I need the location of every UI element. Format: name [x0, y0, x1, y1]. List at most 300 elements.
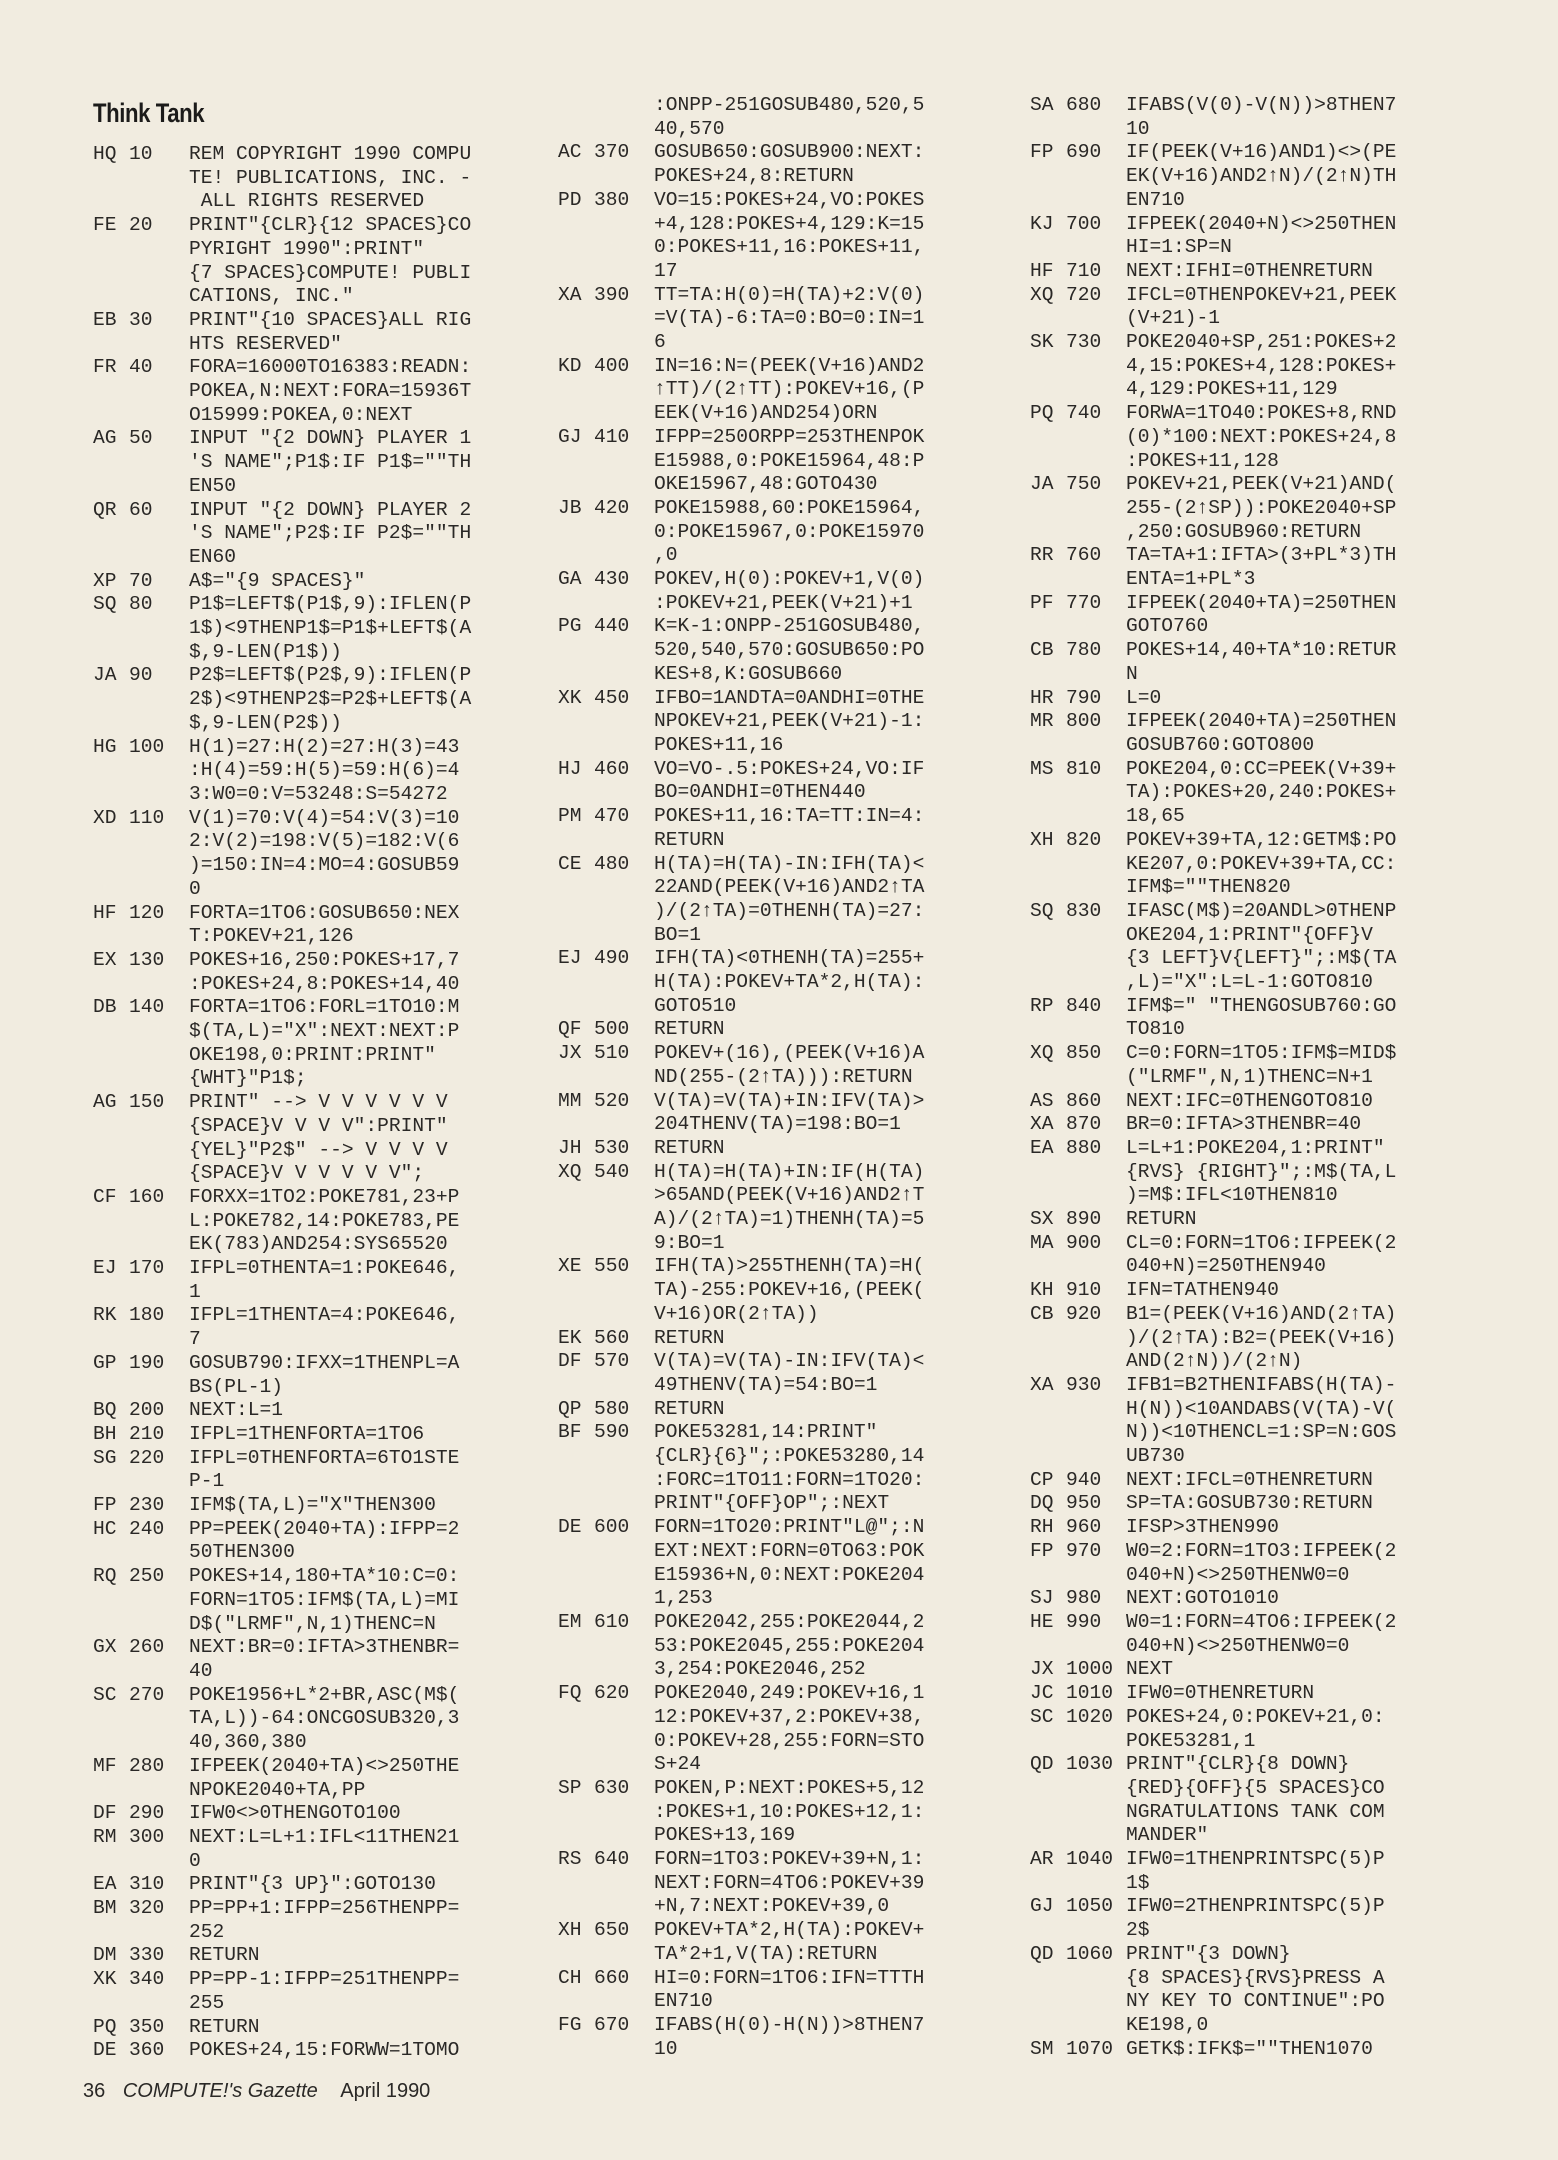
checksum-code: JX [558, 1042, 582, 1065]
code-continuation: S+24 [654, 1753, 702, 1776]
checksum-code: PQ [1030, 402, 1054, 425]
code-continuation: 'S NAME";P1$:IF P1$=""TH [189, 451, 472, 474]
code-text: PRINT"{CLR}{12 SPACES}CO [189, 214, 472, 237]
code-continuation: ALL RIGHTS RESERVED [189, 190, 425, 213]
code-continuation: ,L)="X":L=L-1:GOTO810 [1126, 971, 1373, 994]
program-line [93, 1826, 471, 1873]
line-number: 30 [129, 308, 153, 331]
code-continuation: )/(2↑TA):B2=(PEEK(V+16) [1126, 1326, 1397, 1349]
checksum-code: HF [1030, 259, 1054, 282]
code-text: NEXT:IFHI=0THENRETURN [1126, 259, 1373, 282]
program-line [558, 687, 924, 758]
code-continuation: {RVS} {RIGHT}";:M$(TA,L [1126, 1160, 1397, 1183]
line-number: 870 [1066, 1113, 1102, 1136]
line-number: 730 [1066, 331, 1102, 354]
line-number: 900 [1066, 1231, 1102, 1254]
code-continuation: {8 SPACES}{RVS}PRESS A [1126, 1966, 1385, 1989]
code-continuation: POKES+13,169 [654, 1824, 796, 1847]
program-line [93, 664, 471, 735]
checksum-code: KH [1030, 1279, 1054, 1302]
code-continuation: 2:V(2)=198:V(5)=182:V(6 [189, 830, 460, 853]
program-line [93, 427, 471, 498]
checksum-code: XH [1030, 828, 1054, 851]
code-continuation: 520,540,570:GOSUB650:PO [654, 639, 925, 662]
code-text: IFW0=0THENRETURN [1126, 1682, 1315, 1705]
program-line [1030, 639, 1396, 686]
code-continuation: AND(2↑N))/(2↑N) [1126, 1350, 1303, 1373]
line-number: 440 [594, 615, 630, 638]
program-line [1030, 1090, 1396, 1114]
line-number: 990 [1066, 1611, 1102, 1633]
code-continuation: POKES+24,8:RETURN [654, 165, 854, 188]
code-text: IFPEEK(2040+TA)=250THEN [1126, 710, 1397, 733]
line-number: 1050 [1066, 1895, 1114, 1918]
line-number: 1000 [1066, 1658, 1114, 1681]
code-continuation: FORN=1TO5:IFM$(TA,L)=MI [189, 1588, 460, 1611]
code-continuation: L:POKE782,14:POKE783,PE [189, 1209, 460, 1232]
code-continuation: :POKES+11,128 [1126, 449, 1279, 472]
program-line [93, 902, 471, 949]
checksum-code: FP [93, 1494, 117, 1517]
code-text: FORN=1TO3:POKEV+39+N,1: [654, 1848, 925, 1871]
program-line [1030, 1895, 1396, 1942]
program-line [93, 1186, 471, 1257]
program-line [1030, 213, 1396, 260]
code-continuation: )=M$:IFL<10THEN810 [1126, 1184, 1338, 1207]
checksum-code: JB [558, 496, 582, 519]
line-number: 20 [129, 214, 153, 237]
checksum-code: PD [558, 188, 582, 211]
code-continuation: 3,254:POKE2046,252 [654, 1658, 866, 1681]
code-continuation: ND(255-(2↑TA))):RETURN [654, 1065, 913, 1088]
line-number: 890 [1066, 1208, 1102, 1231]
code-continuation: EK(783)AND254:SYS65520 [189, 1233, 448, 1256]
line-number: 670 [594, 2013, 630, 2036]
code-text: IFM$=" "THENGOSUB760:GO [1126, 994, 1397, 1017]
program-line [558, 947, 924, 1018]
code-continuation: TA)-255:POKEV+16,(PEEK( [654, 1279, 925, 1302]
code-continuation: 12:POKEV+37,2:POKEV+38, [654, 1705, 925, 1728]
checksum-code: PM [558, 805, 582, 828]
code-continuation: N [1126, 662, 1138, 685]
program-line [1030, 900, 1396, 995]
code-continuation: 0:POKES+11,16:POKES+11, [654, 236, 925, 259]
code-text: PRINT"{10 SPACES}ALL RIG [189, 308, 472, 331]
program-line [1030, 1208, 1396, 1232]
program-line [93, 1447, 471, 1494]
checksum-code: CH [558, 1966, 582, 1989]
program-line [93, 1304, 471, 1351]
code-text: PRINT"{3 UP}":GOTO130 [189, 1873, 436, 1896]
line-number: 460 [594, 757, 630, 780]
checksum-code: SQ [1030, 899, 1054, 922]
code-continuation: TO810 [1126, 1018, 1185, 1041]
checksum-code: EX [93, 948, 117, 971]
program-line [93, 214, 471, 309]
code-continuation: GOSUB760:GOTO800 [1126, 733, 1315, 756]
code-text: V(1)=70:V(4)=54:V(3)=10 [189, 806, 460, 829]
code-continuation: TA,L))-64:ONCGOSUB320,3 [189, 1707, 460, 1730]
code-continuation: BS(PL-1) [189, 1375, 284, 1398]
checksum-code: HF [93, 901, 117, 924]
code-text: IFW0<>0THENGOTO100 [189, 1802, 401, 1825]
code-continuation: )=150:IN=4:MO=4:GOSUB59 [189, 854, 460, 877]
code-text: NEXT:IFCL=0THENRETURN [1126, 1468, 1373, 1491]
code-text: PP=PP-1:IFPP=251THENPP= [189, 1968, 460, 1991]
code-continuation: (0)*100:NEXT:POKES+24,8 [1126, 425, 1397, 448]
line-number: 930 [1066, 1373, 1102, 1396]
line-number: 450 [594, 686, 630, 709]
program-line [93, 593, 471, 664]
line-number: 130 [129, 948, 165, 971]
code-continuation: 255-(2↑SP)):POKE2040+SP [1126, 496, 1397, 519]
code-text: IFABS(H(0)-H(N))>8THEN7 [654, 2013, 925, 2036]
line-number: 620 [594, 1682, 630, 1705]
checksum-code: SC [93, 1683, 117, 1706]
line-number: 580 [594, 1397, 630, 1420]
program-line [558, 805, 924, 852]
code-text: H(TA)=H(TA)+IN:IF(H(TA) [654, 1160, 925, 1183]
line-number: 480 [594, 852, 630, 875]
code-text: NEXT [1126, 1658, 1174, 1681]
program-line [1030, 260, 1396, 284]
code-text: GOSUB650:GOSUB900:NEXT: [654, 141, 925, 164]
line-number: 970 [1066, 1539, 1102, 1562]
code-continuation: (V+21)-1 [1126, 307, 1221, 330]
code-continuation: TA):POKES+20,240:POKES+ [1126, 781, 1397, 804]
code-text: POKES+11,16:TA=TT:IN=4: [654, 805, 925, 828]
checksum-code: XK [93, 1968, 117, 1991]
line-number: 1040 [1066, 1848, 1114, 1871]
program-line [1030, 758, 1396, 829]
code-continuation: :H(4)=59:H(5)=59:H(6)=4 [189, 759, 460, 782]
checksum-code: DF [93, 1802, 117, 1825]
program-line [558, 1421, 924, 1516]
code-continuation: 040+N)<>250THENW0=0 [1126, 1634, 1350, 1657]
line-number: 60 [129, 498, 153, 521]
program-line [558, 1018, 924, 1042]
code-continuation: 4,15:POKES+4,128:POKES+ [1126, 354, 1397, 377]
program-line [1030, 1658, 1396, 1682]
code-continuation: )/(2↑TA)=0THENH(TA)=27: [654, 899, 925, 922]
checksum-code: MF [93, 1754, 117, 1777]
code-text: PP=PEEK(2040+TA):IFPP=2 [189, 1517, 460, 1540]
program-line [93, 1968, 471, 2015]
checksum-code: AS [1030, 1089, 1054, 1112]
code-text: POKE2040,249:POKEV+16,1 [654, 1682, 925, 1705]
code-text: NEXT:L=1 [189, 1399, 284, 1422]
checksum-code: KJ [1030, 212, 1054, 235]
code-text: POKES+24,0:POKEV+21,0: [1126, 1705, 1385, 1728]
code-continuation: >65AND(PEEK(V+16)AND2↑T [654, 1184, 925, 1207]
code-continuation: :POKES+24,8:POKES+14,40 [189, 972, 460, 995]
code-text: IFW0=2THENPRINTSPC(5)P [1126, 1895, 1385, 1918]
code-continuation: 53:POKE2045,255:POKE204 [654, 1634, 925, 1657]
code-continuation: 4,129:POKES+11,129 [1126, 378, 1338, 401]
line-number: 980 [1066, 1587, 1102, 1610]
line-number: 100 [129, 735, 165, 758]
checksum-code: HJ [558, 757, 582, 780]
code-text: POKEV+21,PEEK(V+21)AND( [1126, 473, 1397, 496]
program-line [93, 1352, 471, 1399]
program-line [558, 1682, 924, 1777]
code-continuation: {7 SPACES}COMPUTE! PUBLI [189, 261, 472, 284]
program-line [558, 2014, 924, 2061]
code-continuation: POKES+11,16 [654, 733, 784, 756]
checksum-code: CE [558, 852, 582, 875]
code-text: VO=VO-.5:POKES+24,VO:IF [654, 757, 925, 780]
checksum-code: BM [93, 1897, 117, 1920]
line-number: 1070 [1066, 2037, 1114, 2060]
code-text: IFPL=1THENFORTA=1TO6 [189, 1422, 425, 1445]
program-line [558, 497, 924, 568]
program-line [93, 1257, 471, 1304]
checksum-code: SJ [1030, 1587, 1054, 1610]
code-continuation: :POKEV+21,PEEK(V+21)+1 [654, 591, 913, 614]
checksum-code: DB [93, 996, 117, 1019]
checksum-code: DM [93, 1944, 117, 1967]
program-line [1030, 995, 1396, 1042]
code-text: IFN=TATHEN940 [1126, 1279, 1279, 1302]
line-number: 120 [129, 901, 165, 924]
checksum-code: FR [93, 356, 117, 379]
checksum-code: JH [558, 1136, 582, 1159]
line-number: 950 [1066, 1492, 1102, 1515]
checksum-code: AG [93, 427, 117, 450]
checksum-code: CB [1030, 639, 1054, 662]
line-number: 200 [129, 1399, 165, 1422]
line-number: 250 [129, 1565, 165, 1588]
line-number: 530 [594, 1136, 630, 1159]
code-continuation: POKEA,N:NEXT:FORA=15936T [189, 380, 472, 403]
checksum-code: SM [1030, 2037, 1054, 2060]
code-text: FORN=1TO20:PRINT"L@";:N [654, 1516, 925, 1539]
checksum-code: GP [93, 1351, 117, 1374]
checksum-code: CP [1030, 1468, 1054, 1491]
checksum-code: MM [558, 1089, 582, 1112]
code-text: IF(PEEK(V+16)AND1)<>(PE [1126, 141, 1397, 164]
line-number: 220 [129, 1446, 165, 1469]
checksum-code: JC [1030, 1682, 1054, 1705]
checksum-code: QP [558, 1397, 582, 1420]
code-text: SP=TA:GOSUB730:RETURN [1126, 1492, 1373, 1515]
code-text: POKES+14,40+TA*10:RETUR [1126, 639, 1397, 662]
code-continuation: HI=1:SP=N [1126, 236, 1232, 259]
line-number: 780 [1066, 639, 1102, 662]
checksum-code: GJ [1030, 1895, 1054, 1918]
line-number: 880 [1066, 1136, 1102, 1159]
code-text: POKEV,H(0):POKEV+1,V(0) [654, 568, 925, 591]
line-number: 540 [594, 1160, 630, 1183]
program-line [93, 1494, 471, 1518]
program-line [1030, 1611, 1396, 1658]
code-continuation: TE! PUBLICATIONS, INC. - [189, 166, 472, 189]
checksum-code: XH [558, 1919, 582, 1942]
code-text: IFPL=1THENTA=4:POKE646, [189, 1304, 460, 1327]
line-number: 400 [594, 354, 630, 377]
line-number: 360 [129, 2039, 165, 2062]
code-continuation: V+16)OR(2↑TA)) [654, 1302, 819, 1325]
code-continuation: OKE15967,48:GOTO430 [654, 473, 878, 496]
line-number: 430 [594, 568, 630, 591]
listing-column-3 [1030, 94, 1396, 2061]
program-line [558, 1611, 924, 1682]
code-continuation: EXT:NEXT:FORN=0TO63:POK [654, 1539, 925, 1562]
program-line [93, 570, 471, 594]
program-line [1030, 2038, 1396, 2062]
checksum-code: GA [558, 568, 582, 591]
code-text: V(TA)=V(TA)+IN:IFV(TA)> [654, 1089, 925, 1112]
code-continuation: {YEL}"P2$" --> V V V V [189, 1138, 448, 1161]
code-text: POKES+16,250:POKES+17,7 [189, 948, 460, 971]
checksum-code: FG [558, 2013, 582, 2036]
checksum-code: RR [1030, 544, 1054, 567]
code-continuation: 255 [189, 1991, 225, 2014]
code-continuation: 1,253 [654, 1587, 713, 1610]
program-line [558, 94, 924, 141]
code-continuation: 6 [654, 331, 666, 354]
program-line [558, 853, 924, 948]
code-text: RETURN [654, 1018, 725, 1041]
line-number: 630 [594, 1776, 630, 1799]
section-heading: Think Tank [93, 98, 205, 128]
code-continuation: 2$ [1126, 1919, 1150, 1942]
line-number: 150 [129, 1091, 165, 1114]
program-line [1030, 1137, 1396, 1208]
code-text: IFB1=B2THENIFABS(H(TA)- [1126, 1373, 1397, 1396]
code-continuation: E15936+N,0:NEXT:POKE204 [654, 1563, 925, 1586]
checksum-code: MS [1030, 757, 1054, 780]
program-line [558, 615, 924, 686]
checksum-code: SG [93, 1446, 117, 1469]
code-continuation: 40 [189, 1660, 213, 1682]
line-number: 690 [1066, 141, 1102, 164]
line-number: 230 [129, 1494, 165, 1517]
checksum-code: DQ [1030, 1492, 1054, 1515]
checksum-code: XA [558, 283, 582, 306]
code-continuation: A)/(2↑TA)=1)THENH(TA)=5 [654, 1208, 925, 1231]
checksum-code: BQ [93, 1399, 117, 1422]
code-continuation: 40,570 [654, 117, 725, 140]
line-number: 260 [129, 1636, 165, 1659]
line-number: 860 [1066, 1089, 1102, 1112]
line-number: 720 [1066, 283, 1102, 306]
code-continuation: PRINT"{OFF}OP";:NEXT [654, 1492, 890, 1515]
checksum-code: HQ [93, 143, 117, 165]
code-text: P2$=LEFT$(P2$,9):IFLEN(P [189, 664, 472, 687]
checksum-code: AG [93, 1091, 117, 1114]
checksum-code: BF [558, 1421, 582, 1444]
line-number: 920 [1066, 1302, 1102, 1325]
program-line [558, 1161, 924, 1256]
code-continuation: OKE204,1:PRINT"{OFF}V [1126, 923, 1373, 946]
checksum-code: SC [1030, 1705, 1054, 1728]
checksum-code: RP [1030, 994, 1054, 1017]
checksum-code: DF [558, 1350, 582, 1373]
line-number: 660 [594, 1966, 630, 1989]
line-number: 350 [129, 2015, 165, 2038]
program-line [93, 1423, 471, 1447]
line-number: 700 [1066, 212, 1102, 235]
code-text: POKE2042,255:POKE2044,2 [654, 1611, 925, 1633]
code-continuation: 22AND(PEEK(V+16)AND2↑TA [654, 876, 925, 899]
code-continuation: ENTA=1+PL*3 [1126, 568, 1256, 591]
program-line [93, 1873, 471, 1897]
line-number: 420 [594, 496, 630, 519]
code-continuation: :FORC=1TO11:FORN=1TO20: [654, 1468, 925, 1491]
checksum-code: HR [1030, 686, 1054, 709]
program-line [1030, 1682, 1396, 1706]
listing-column-1 [93, 143, 471, 2063]
line-number: 710 [1066, 259, 1102, 282]
checksum-code: EJ [558, 947, 582, 970]
code-continuation: CATIONS, INC." [189, 285, 354, 308]
checksum-code: XQ [1030, 1042, 1054, 1065]
code-text: INPUT "{2 DOWN} PLAYER 2 [189, 498, 472, 521]
program-line [1030, 1303, 1396, 1374]
checksum-code: RQ [93, 1565, 117, 1588]
code-text: A$="{9 SPACES}" [189, 569, 366, 592]
program-line [1030, 687, 1396, 711]
line-number: 560 [594, 1326, 630, 1349]
code-text: TA=TA+1:IFTA>(3+PL*3)TH [1126, 544, 1397, 567]
code-text: POKE1956+L*2+BR,ASC(M$( [189, 1683, 460, 1706]
checksum-code: DE [558, 1516, 582, 1539]
code-continuation: 1$)<9THENP1$=P1$+LEFT$(A [189, 617, 472, 640]
code-continuation: {3 LEFT}V{LEFT}";:M$(TA [1126, 947, 1397, 970]
code-continuation: GOTO760 [1126, 615, 1209, 638]
code-text: NEXT:L=L+1:IFL<11THEN21 [189, 1825, 460, 1848]
checksum-code: PQ [93, 2015, 117, 2038]
code-continuation: $,9-LEN(P2$)) [189, 711, 342, 734]
code-text: C=0:FORN=1TO5:IFM$=MID$ [1126, 1042, 1397, 1065]
line-number: 940 [1066, 1468, 1102, 1491]
checksum-code: FP [1030, 141, 1054, 164]
program-line [93, 1636, 471, 1683]
program-line [558, 1255, 924, 1326]
code-continuation: KES+8,K:GOSUB660 [654, 662, 843, 685]
code-continuation: D$("LRMF",N,1)THENC=N [189, 1612, 436, 1635]
code-continuation: EEK(V+16)AND254)ORN [654, 402, 878, 425]
code-continuation: 0:POKEV+28,255:FORN=STO [654, 1729, 925, 1752]
checksum-code: EM [558, 1611, 582, 1633]
line-number: 210 [129, 1422, 165, 1445]
line-number: 290 [129, 1802, 165, 1825]
code-continuation: BO=1 [654, 923, 702, 946]
line-number: 740 [1066, 402, 1102, 425]
line-number: 90 [129, 664, 153, 687]
checksum-code: MR [1030, 710, 1054, 733]
line-number: 770 [1066, 591, 1102, 614]
line-number: 240 [129, 1517, 165, 1540]
code-text: IFPEEK(2040+N)<>250THEN [1126, 212, 1397, 235]
code-text: W0=2:FORN=1TO3:IFPEEK(2 [1126, 1539, 1397, 1562]
code-continuation: KE207,0:POKEV+39+TA,CC: [1126, 852, 1397, 875]
program-line [1030, 1279, 1396, 1303]
program-line [93, 309, 471, 356]
line-number: 270 [129, 1683, 165, 1706]
code-continuation: 1 [189, 1280, 201, 1303]
program-line [1030, 284, 1396, 331]
code-continuation: 49THENV(TA)=54:BO=1 [654, 1373, 878, 1396]
code-text: H(TA)=H(TA)-IN:IFH(TA)< [654, 852, 925, 875]
code-continuation: E15988,0:POKE15964,48:P [654, 449, 925, 472]
code-continuation: ("LRMF",N,1)THENC=N+1 [1126, 1065, 1373, 1088]
listing-column-2 [558, 94, 924, 2061]
checksum-code: SP [558, 1776, 582, 1799]
line-number: 490 [594, 947, 630, 970]
checksum-code: XE [558, 1255, 582, 1278]
